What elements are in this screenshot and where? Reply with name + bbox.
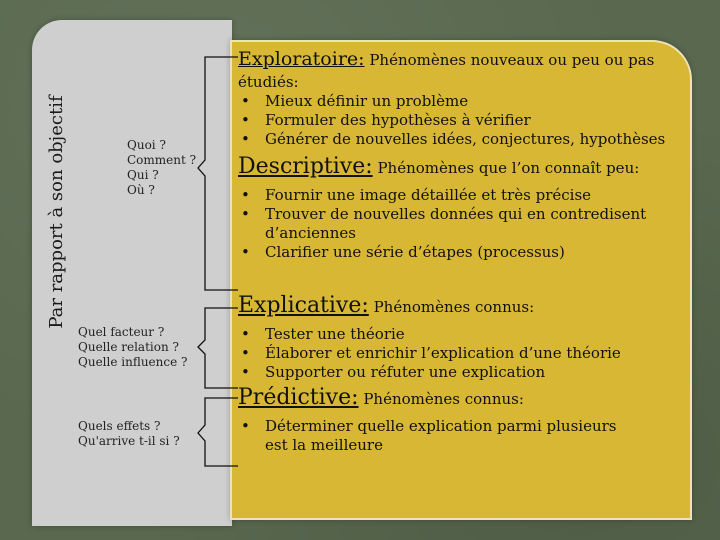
section-description: Phénomènes connus: <box>373 298 535 316</box>
section-description: Phénomènes connus: <box>363 390 524 408</box>
section-term: Descriptive: <box>238 154 373 179</box>
bullet-item: • Fournir une image détaillée et très précise <box>238 186 688 205</box>
bullet-list-explicative <box>238 325 688 382</box>
section-term: Explicative: <box>238 293 369 318</box>
bullet-item: • Clarifier une série d’étapes (processus) <box>238 243 688 262</box>
question-line: Qui ? <box>127 168 159 182</box>
vertical-title: Par rapport à son objectif <box>46 95 67 329</box>
bullet-item: • Déterminer quelle explication parmi plusieurs est la meilleure <box>238 417 638 455</box>
bullet-item: • Élaborer et enrichir l’explication d’une théorie <box>238 344 688 363</box>
section-continuation: étudiés: <box>238 73 299 91</box>
question-line: Comment ? <box>127 153 197 167</box>
bullet-item: • Formuler des hypothèses à vérifier <box>238 111 688 130</box>
section-heading-descriptive <box>238 154 688 179</box>
question-line: Quelle relation ? <box>78 340 179 354</box>
question-line: Quelle influence ? <box>78 355 188 369</box>
section-heading-explicative <box>238 293 688 318</box>
question-group-explicative <box>78 325 187 370</box>
bullet-item: • Supporter ou réfuter une explication <box>238 363 688 382</box>
question-line: Où ? <box>127 183 155 197</box>
section-description: Phénomènes que l’on connaît peu: <box>377 159 640 177</box>
section-term: Prédictive: <box>238 385 359 410</box>
question-group-predictive <box>78 419 180 449</box>
bullet-item: • Trouver de nouvelles données qui en contredisent d’anciennes <box>238 205 688 243</box>
bullet-item: • Mieux définir un problème <box>238 92 688 111</box>
text-column <box>238 48 688 455</box>
question-line: Quel facteur ? <box>78 325 165 339</box>
bullet-list-predictive <box>238 417 638 455</box>
bullet-item: • Tester une théorie <box>238 325 688 344</box>
question-line: Quoi ? <box>127 138 166 152</box>
question-line: Quels effets ? <box>78 419 161 433</box>
section-heading-exploratoire <box>238 50 688 70</box>
question-group-exploratoire-descriptive <box>127 138 196 198</box>
section-term: Exploratoire: <box>238 48 365 70</box>
bullet-list-exploratoire <box>238 92 688 149</box>
section-heading-predictive <box>238 385 688 410</box>
section-description: Phénomènes nouveaux ou peu ou pas <box>369 51 655 69</box>
question-line: Qu'arrive t-il si ? <box>78 434 180 448</box>
bullet-list-descriptive <box>238 186 688 262</box>
bullet-item: • Générer de nouvelles idées, conjectures, hypothèses <box>238 130 688 149</box>
